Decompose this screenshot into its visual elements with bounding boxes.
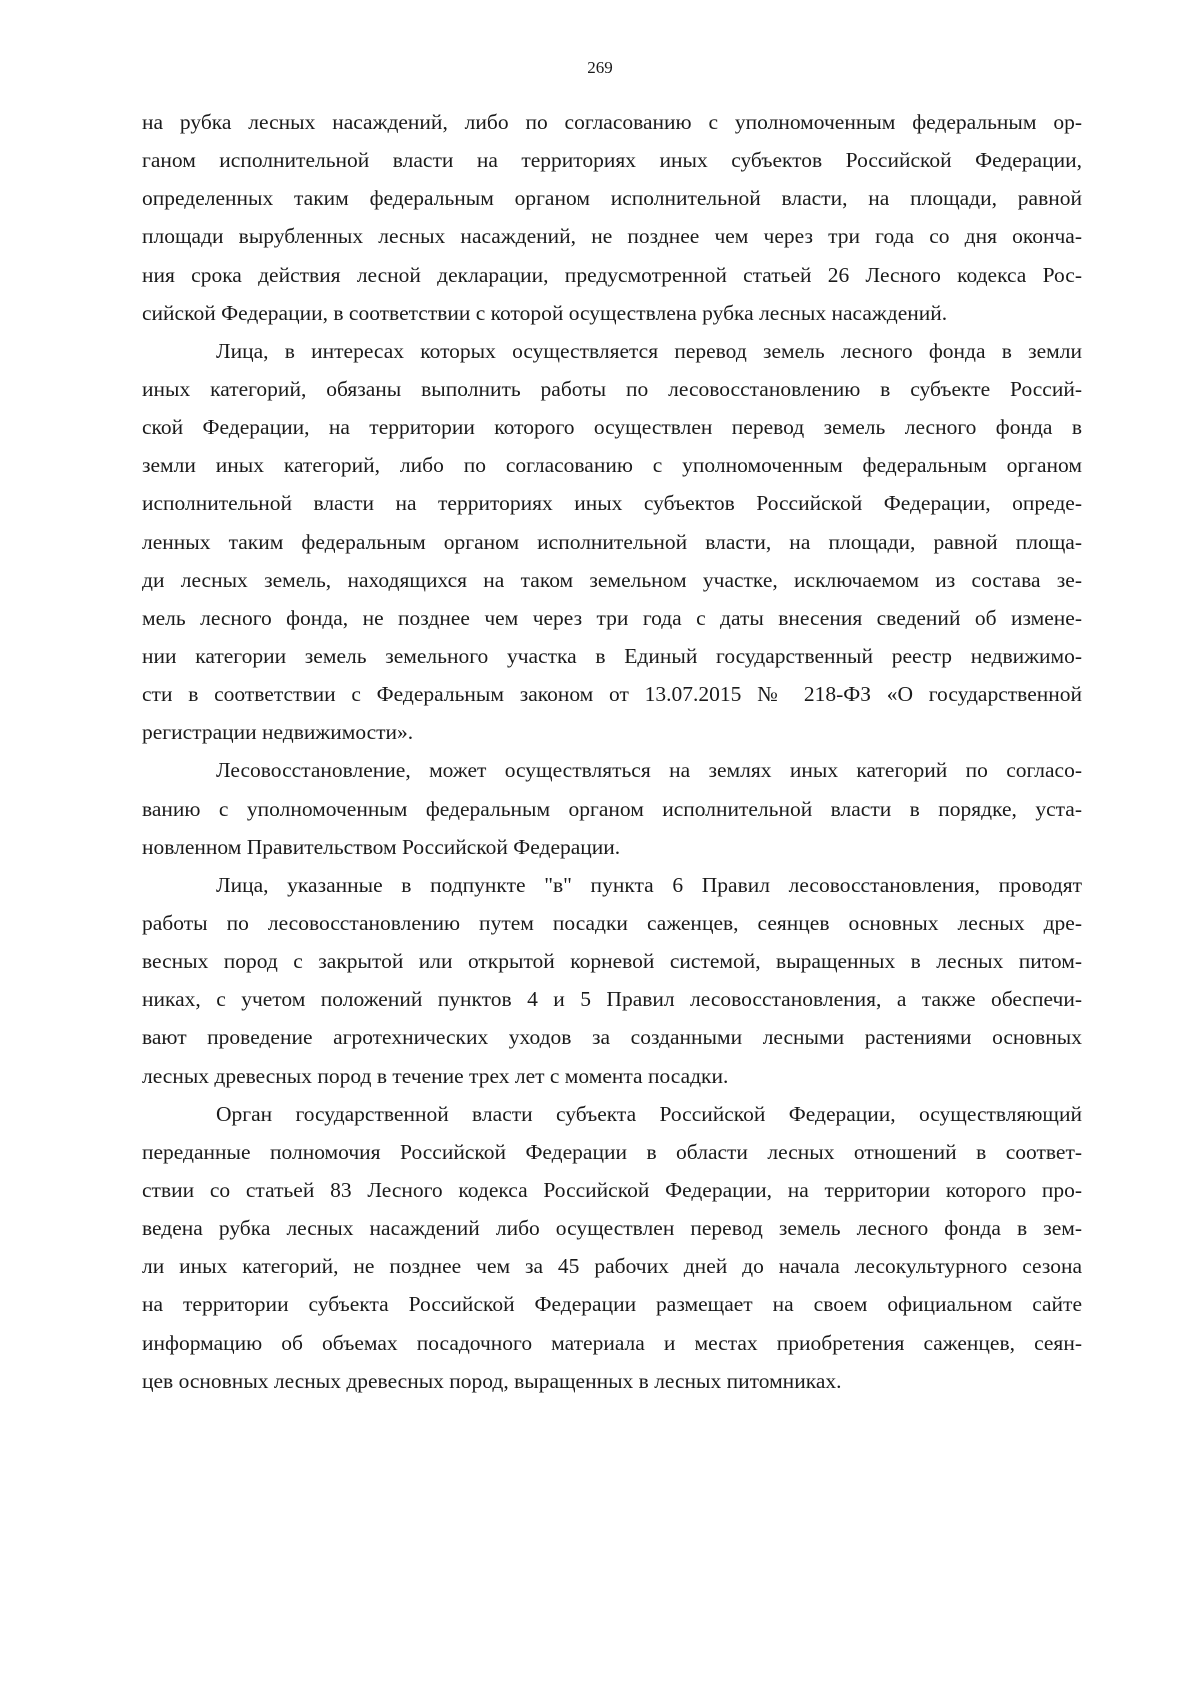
text-line: ли иных категорий, не позднее чем за 45 рабочих дней до начала лесокультурного сезона xyxy=(142,1254,1082,1279)
text-line: цев основных лесных древесных пород, выращенных в лесных питомниках. xyxy=(142,1368,842,1393)
text-line: ленных таким федеральным органом исполнительной власти, на площади, равной площа- xyxy=(142,529,1082,554)
text-line: лесных древесных пород в течение трех лет с момента посадки. xyxy=(142,1063,729,1088)
text-line: мель лесного фонда, не позднее чем через три года с даты внесения сведений об измене- xyxy=(142,605,1082,630)
paragraph-first-line: Лесовосстановление, может осуществляться на землях иных категорий по согласо- xyxy=(216,758,1082,783)
text-line: регистрации недвижимости». xyxy=(142,720,414,745)
text-line: весных пород с закрытой или открытой корневой системой, выращенных в лесных питом- xyxy=(142,949,1082,974)
text-line: ганом исполнительной власти на территориях иных субъектов Российской Федерации, xyxy=(142,148,1082,173)
body-text xyxy=(142,103,1082,1400)
text-line: земли иных категорий, либо по согласованию с уполномоченным федеральным органом xyxy=(142,453,1082,478)
text-line: на территории субъекта Российской Федерации размещает на своем официальном сайте xyxy=(142,1292,1082,1317)
text-line: иных категорий, обязаны выполнить работы по лесовосстановлению в субъекте Россий- xyxy=(142,376,1082,401)
page-number: 269 xyxy=(587,58,613,77)
text-line: площади вырубленных лесных насаждений, не позднее чем через три года со дня оконча- xyxy=(142,224,1082,249)
text-line: ствии со статьей 83 Лесного кодекса Российской Федерации, на территории которого про- xyxy=(142,1177,1082,1202)
text-line: информацию об объемах посадочного материала и местах приобретения саженцев, сеян- xyxy=(142,1330,1082,1355)
text-line: ванию с уполномоченным федеральным органом исполнительной власти в порядке, уста- xyxy=(142,796,1082,821)
paragraph-first-line: Лица, указанные в подпункте "в" пункта 6 Правил лесовосстановления, проводят xyxy=(216,872,1082,897)
text-line: нии категории земель земельного участка в Единый государственный реестр недвижимо- xyxy=(142,643,1082,668)
text-line: исполнительной власти на территориях иных субъектов Российской Федерации, опреде- xyxy=(142,491,1082,516)
text-line: определенных таким федеральным органом исполнительной власти, на площади, равной xyxy=(142,186,1082,211)
text-line: ведена рубка лесных насаждений либо осуществлен перевод земель лесного фонда в зем- xyxy=(142,1216,1082,1241)
text-line: ния срока действия лесной декларации, предусмотренной статьей 26 Лесного кодекса Рос- xyxy=(142,262,1082,287)
paragraph-first-line: Орган государственной власти субъекта Российской Федерации, осуществляющий xyxy=(216,1101,1082,1126)
text-line: никах, с учетом положений пунктов 4 и 5 Правил лесовосстановления, а также обеспечи- xyxy=(142,987,1082,1012)
text-line: ди лесных земель, находящихся на таком земельном участке, исключаемом из состава зе- xyxy=(142,567,1082,592)
text-line: сти в соответствии с Федеральным законом от 13.07.2015 № 218-ФЗ «О государственной xyxy=(142,682,1082,707)
text-line: новленном Правительством Российской Федерации. xyxy=(142,834,621,859)
text-line: переданные полномочия Российской Федерации в области лесных отношений в соответ- xyxy=(142,1139,1082,1164)
text-line: сийской Федерации, в соответствии с которой осуществлена рубка лесных насаждений. xyxy=(142,300,948,325)
text-line: ской Федерации, на территории которого осуществлен перевод земель лесного фонда в xyxy=(142,415,1082,440)
text-line: вают проведение агротехнических уходов за созданными лесными растениями основных xyxy=(142,1025,1082,1050)
paragraph-first-line: Лица, в интересах которых осуществляется перевод земель лесного фонда в земли xyxy=(216,338,1082,363)
text-line: работы по лесовосстановлению путем посадки саженцев, сеянцев основных лесных дре- xyxy=(142,910,1082,935)
text-line: на рубка лесных насаждений, либо по согласованию с уполномоченным федеральным ор- xyxy=(142,110,1082,134)
